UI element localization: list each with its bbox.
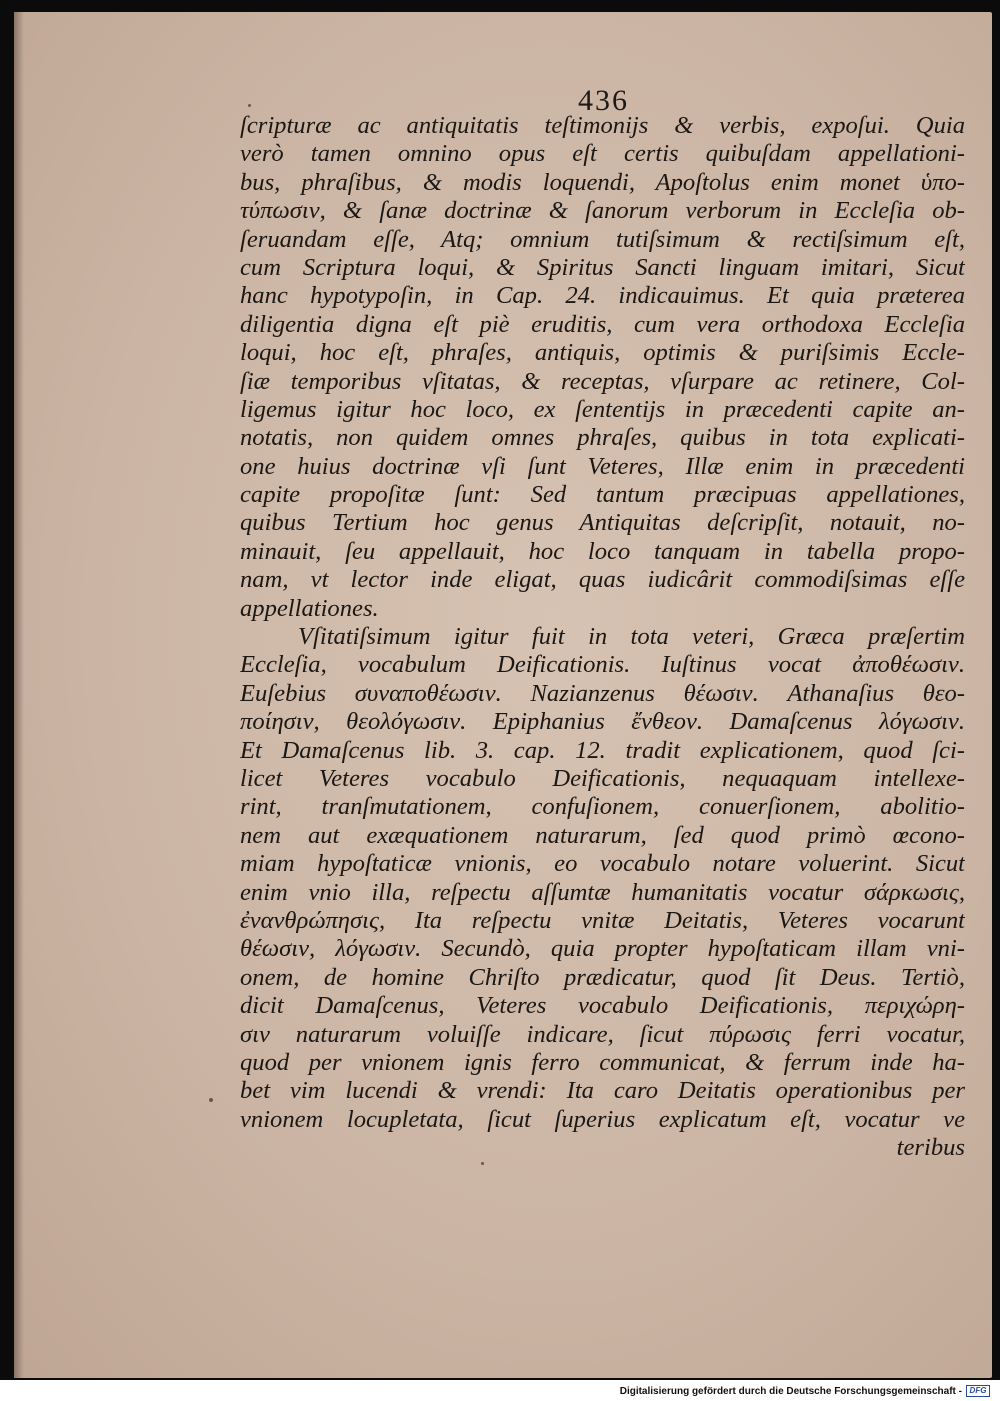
text-line: Et Damaſcenus lib. 3. cap. 12. tradit explicationem, quod ſci- xyxy=(240,736,965,764)
text-line: appellationes. xyxy=(240,594,379,622)
text-line: ligemus igitur hoc loco, ex ſententijs in præcedenti capite an- xyxy=(240,395,965,423)
catchword: teribus xyxy=(896,1134,965,1162)
text-line: ſiæ temporibus vſitatas, & receptas, vſurpare ac retinere, Col- xyxy=(240,367,965,395)
text-line: quibus Tertium hoc genus Antiquitas deſcripſit, notauit, no- xyxy=(240,509,965,537)
dfg-logo: DFG xyxy=(966,1385,990,1397)
text-line: bet vim lucendi & vrendi: Ita caro Deitatis operationibus per xyxy=(240,1077,965,1105)
text-line: capite propoſitæ ſunt: Sed tantum præcipuas appellationes, xyxy=(240,481,965,509)
text-line: τύπωσιν, & ſanæ doctrinæ & ſanorum verborum in Eccleſia ob- xyxy=(240,197,965,225)
text-line: ſcripturæ ac antiquitatis teſtimonijs & verbis, expoſui. Quia xyxy=(240,112,965,139)
text-line: one huius doctrinæ vſi ſunt Veteres, Illæ enim in præcedenti xyxy=(240,452,965,480)
text-line: hanc hypotypoſin, in Cap. 24. indicauimus. Et quia præterea xyxy=(240,282,965,310)
text-line: loqui, hoc eſt, phraſes, antiquis, optimis & puriſsimis Eccle- xyxy=(240,339,965,367)
text-line: dicit Damaſcenus, Veteres vocabulo Deificationis, περιχώρη- xyxy=(240,992,965,1020)
text-line: ſeruandam eſſe, Atq; omnium tutiſsimum & rectiſsimum eſt, xyxy=(240,225,965,253)
text-line: licet Veteres vocabulo Deificationis, nequaquam intellexe- xyxy=(240,764,965,792)
page-gutter-shadow xyxy=(14,12,24,1378)
text-line: onem, de homine Chriſto prædicatur, quod ſit Deus. Tertiò, xyxy=(240,963,965,991)
text-line: cum Scriptura loqui, & Spiritus Sancti linguam imitari, Sicut xyxy=(240,253,965,281)
text-line: nam, vt lector inde eligat, quas iudicârit commodiſsimas eſſe xyxy=(240,566,965,594)
text-line: vnionem locupletata, ſicut ſuperius explicatum eſt, vocatur ve xyxy=(240,1105,965,1133)
text-line: Euſebius συναποθέωσιν. Nazianzenus θέωσιν. Athanaſius θεο- xyxy=(240,679,965,707)
text-line: ποίησιν, θεολόγωσιν. Epiphanius ἔνθεον. Damaſcenus λόγωσιν. xyxy=(240,708,965,736)
text-line: verò tamen omnino opus eſt certis quibuſdam appellationi- xyxy=(240,140,965,168)
text-line: diligentia digna eſt piè eruditis, cum vera orthodoxa Eccleſia xyxy=(240,310,965,338)
text-line: Eccleſia, vocabulum Deificationis. Iuſtinus vocat ἀποθέωσιν. xyxy=(240,651,965,679)
text-line: bus, phraſibus, & modis loquendi, Apoſtolus enim monet ὑπο- xyxy=(240,168,965,196)
text-line: minauit, ſeu appellauit, hoc loco tanquam in tabella propo- xyxy=(240,537,965,565)
paper-speck xyxy=(248,104,251,107)
text-line: rint, tranſmutationem, confuſionem, conuerſionem, abolitio- xyxy=(240,793,965,821)
paper-speck xyxy=(209,1098,213,1102)
text-line: nem aut exæquationem naturarum, ſed quod primò œcono- xyxy=(240,821,965,849)
text-line: miam hypoſtaticæ vnionis, eo vocabulo notare voluerint. Sicut xyxy=(240,850,965,878)
text-line: σιν naturarum voluiſſe indicare, ſicut πύρωσις ferri vocatur, xyxy=(240,1020,965,1048)
body-text xyxy=(240,112,965,1162)
page-number: 436 xyxy=(578,84,629,117)
text-line: ἐνανθρώπησις, Ita reſpectu vnitæ Deitatis, Veteres vocarunt xyxy=(240,906,965,934)
text-line: enim vnio illa, reſpectu aſſumtæ humanitatis vocatur σάρκωσις, xyxy=(240,878,965,906)
text-line: notatis, non quidem omnes phraſes, quibus in tota explicati- xyxy=(240,424,965,452)
text-line: quod per vnionem ignis ferro communicat, & ferrum inde ha- xyxy=(240,1048,965,1076)
digitization-credit: Digitalisierung gefördert durch die Deutsche Forschungsgemeinschaft - xyxy=(619,1386,962,1397)
text-line: θέωσιν, λόγωσιν. Secundò, quia propter hypoſtaticam illam vni- xyxy=(240,935,965,963)
paragraph-start-line: Vſitatiſsimum igitur fuit in tota veteri, Græca præſertim xyxy=(298,623,965,651)
